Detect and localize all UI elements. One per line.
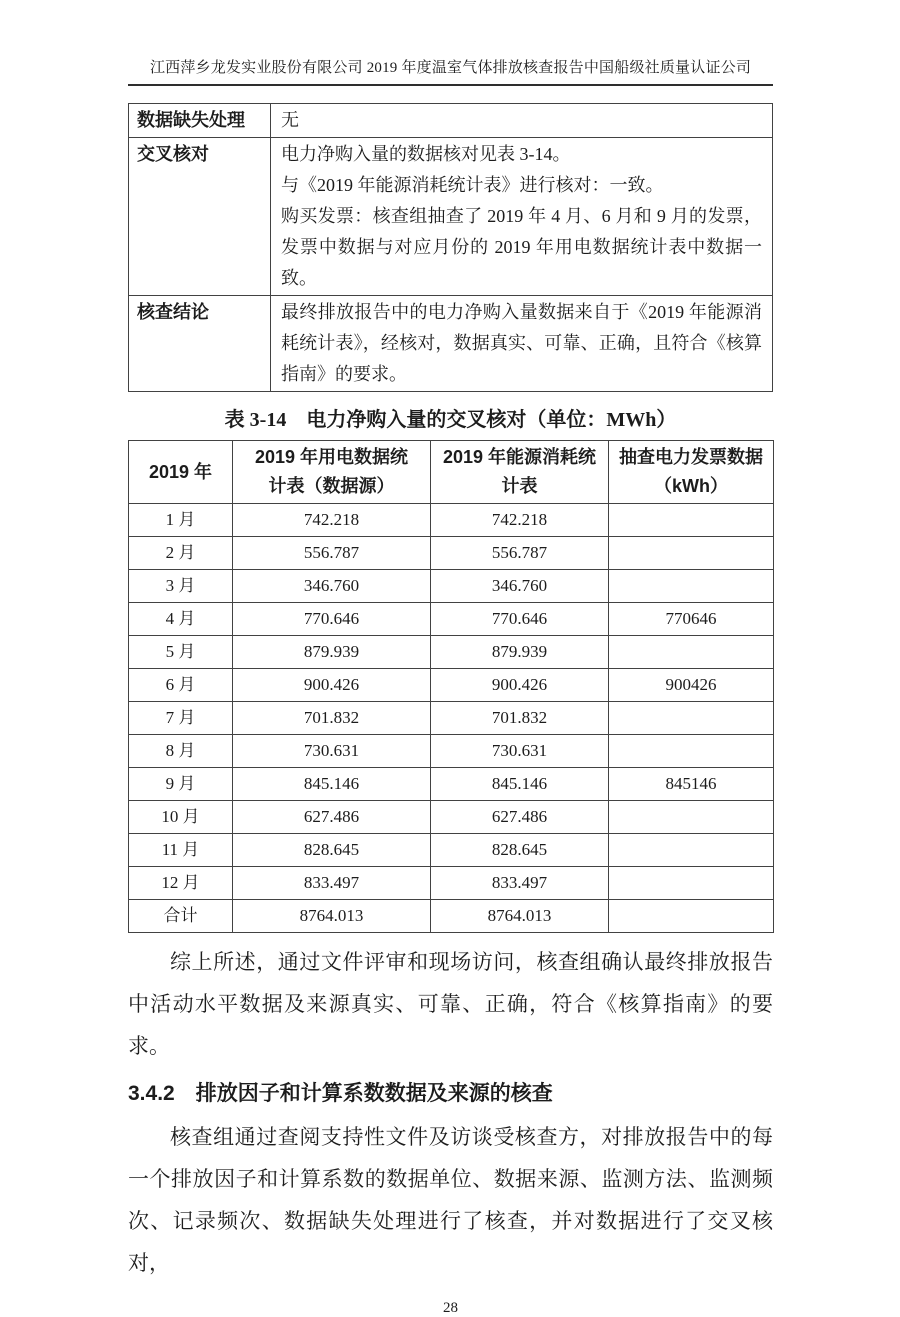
review-line: 最终排放报告中的电力净购入量数据来自于《2019 年能源消耗统计表》，经核对，数据真实、可靠、正确，且符合《核算指南》的要求。 — [281, 302, 762, 384]
table-row — [129, 768, 774, 801]
cell-value: 879.939 — [431, 636, 609, 669]
review-line: 无 — [281, 110, 299, 130]
summary-paragraph: 综上所述，通过文件评审和现场访问，核查组确认最终排放报告中活动水平数据及来源真实、可靠、正确，符合《核算指南》的要求。 — [128, 950, 773, 1058]
cell-value: 556.787 — [233, 537, 431, 570]
review-row-content — [271, 296, 773, 392]
cell-value: 742.218 — [431, 504, 609, 537]
cell-value — [609, 900, 774, 933]
page-number: 28 — [443, 1300, 458, 1317]
section-paragraph: 核查组通过查阅支持性文件及访谈受核查方，对排放报告中的每一个排放因子和计算系数的数据单位、数据来源、监测方法、监测频次、记录频次、数据缺失处理进行了核查，并对数据进行了交叉核对， — [128, 1125, 773, 1276]
review-row-cross-check — [129, 138, 773, 296]
cell-month: 4 月 — [129, 603, 233, 636]
cell-month: 9 月 — [129, 768, 233, 801]
review-row-content — [271, 138, 773, 296]
cell-value: 770.646 — [233, 603, 431, 636]
review-row-label: 核查结论 — [129, 296, 271, 392]
cell-value: 8764.013 — [431, 900, 609, 933]
cell-value — [609, 702, 774, 735]
cell-value: 845.146 — [431, 768, 609, 801]
cell-value: 556.787 — [431, 537, 609, 570]
review-row-data-gap — [129, 104, 773, 138]
cell-value: 627.486 — [233, 801, 431, 834]
table-row-total — [129, 900, 774, 933]
table-row — [129, 504, 774, 537]
cell-value: 900.426 — [233, 669, 431, 702]
review-row-label: 交叉核对 — [129, 138, 271, 296]
table-row — [129, 801, 774, 834]
section-heading-3-4-2: 3.4.2 排放因子和计算系数数据及来源的核查 — [128, 1082, 553, 1105]
cell-month: 5 月 — [129, 636, 233, 669]
cell-month: 10 月 — [129, 801, 233, 834]
cell-value: 845146 — [609, 768, 774, 801]
cell-value: 346.760 — [233, 570, 431, 603]
cell-value: 701.832 — [233, 702, 431, 735]
cell-value — [609, 636, 774, 669]
cell-value — [609, 867, 774, 900]
cell-month: 3 月 — [129, 570, 233, 603]
cell-value: 900426 — [609, 669, 774, 702]
cell-value — [609, 834, 774, 867]
table-row — [129, 735, 774, 768]
cross-check-table — [128, 440, 774, 933]
cell-value: 828.645 — [233, 834, 431, 867]
cell-month: 8 月 — [129, 735, 233, 768]
cell-month: 2 月 — [129, 537, 233, 570]
cell-month: 6 月 — [129, 669, 233, 702]
cell-value — [609, 735, 774, 768]
review-line: 与《2019 年能源消耗统计表》进行核对：一致。 — [281, 175, 664, 195]
cell-value: 730.631 — [431, 735, 609, 768]
table-row — [129, 702, 774, 735]
review-line: 电力净购入量的数据核对见表 3-14。 — [281, 144, 571, 164]
cell-value — [609, 504, 774, 537]
review-line: 购买发票：核查组抽查了 2019 年 4 月、6 月和 9 月的发票，发票中数据与对应月份的 2019 年用电数据统计表中数据一致。 — [281, 206, 762, 288]
table-row — [129, 669, 774, 702]
table-row — [129, 834, 774, 867]
cell-month: 12 月 — [129, 867, 233, 900]
column-header-invoice: 抽查电力发票数据（kWh） — [609, 441, 774, 504]
table-row — [129, 867, 774, 900]
cell-total-label: 合计 — [129, 900, 233, 933]
cell-value: 770.646 — [431, 603, 609, 636]
table-row — [129, 570, 774, 603]
cell-value: 346.760 — [431, 570, 609, 603]
cell-month: 11 月 — [129, 834, 233, 867]
cell-value — [609, 801, 774, 834]
column-header-year: 2019 年 — [129, 441, 233, 504]
cell-value: 627.486 — [431, 801, 609, 834]
cell-value: 730.631 — [233, 735, 431, 768]
review-row-label: 数据缺失处理 — [129, 104, 271, 138]
table-row — [129, 603, 774, 636]
review-row-conclusion — [129, 296, 773, 392]
cell-month: 1 月 — [129, 504, 233, 537]
running-header: 江西萍乡龙发实业股份有限公司 2019 年度温室气体排放核查报告中国船级社质量认证公司 — [128, 56, 773, 86]
table-3-14-title: 表 3-14 电力净购入量的交叉核对（单位：MWh） — [224, 409, 677, 431]
column-header-energy-stats: 2019 年能源消耗统计表 — [431, 441, 609, 504]
cell-value: 742.218 — [233, 504, 431, 537]
table-row — [129, 636, 774, 669]
cell-month: 7 月 — [129, 702, 233, 735]
column-header-electricity-stats: 2019 年用电数据统计表（数据源） — [233, 441, 431, 504]
cell-value: 879.939 — [233, 636, 431, 669]
cell-value: 770646 — [609, 603, 774, 636]
cell-value: 900.426 — [431, 669, 609, 702]
review-row-content — [271, 104, 773, 138]
table-header-row — [129, 441, 774, 504]
cell-value: 833.497 — [233, 867, 431, 900]
cell-value — [609, 537, 774, 570]
review-table — [128, 103, 773, 392]
cell-value — [609, 570, 774, 603]
cell-value: 845.146 — [233, 768, 431, 801]
table-row — [129, 537, 774, 570]
cell-value: 833.497 — [431, 867, 609, 900]
cell-value: 828.645 — [431, 834, 609, 867]
cell-value: 8764.013 — [233, 900, 431, 933]
cell-value: 701.832 — [431, 702, 609, 735]
